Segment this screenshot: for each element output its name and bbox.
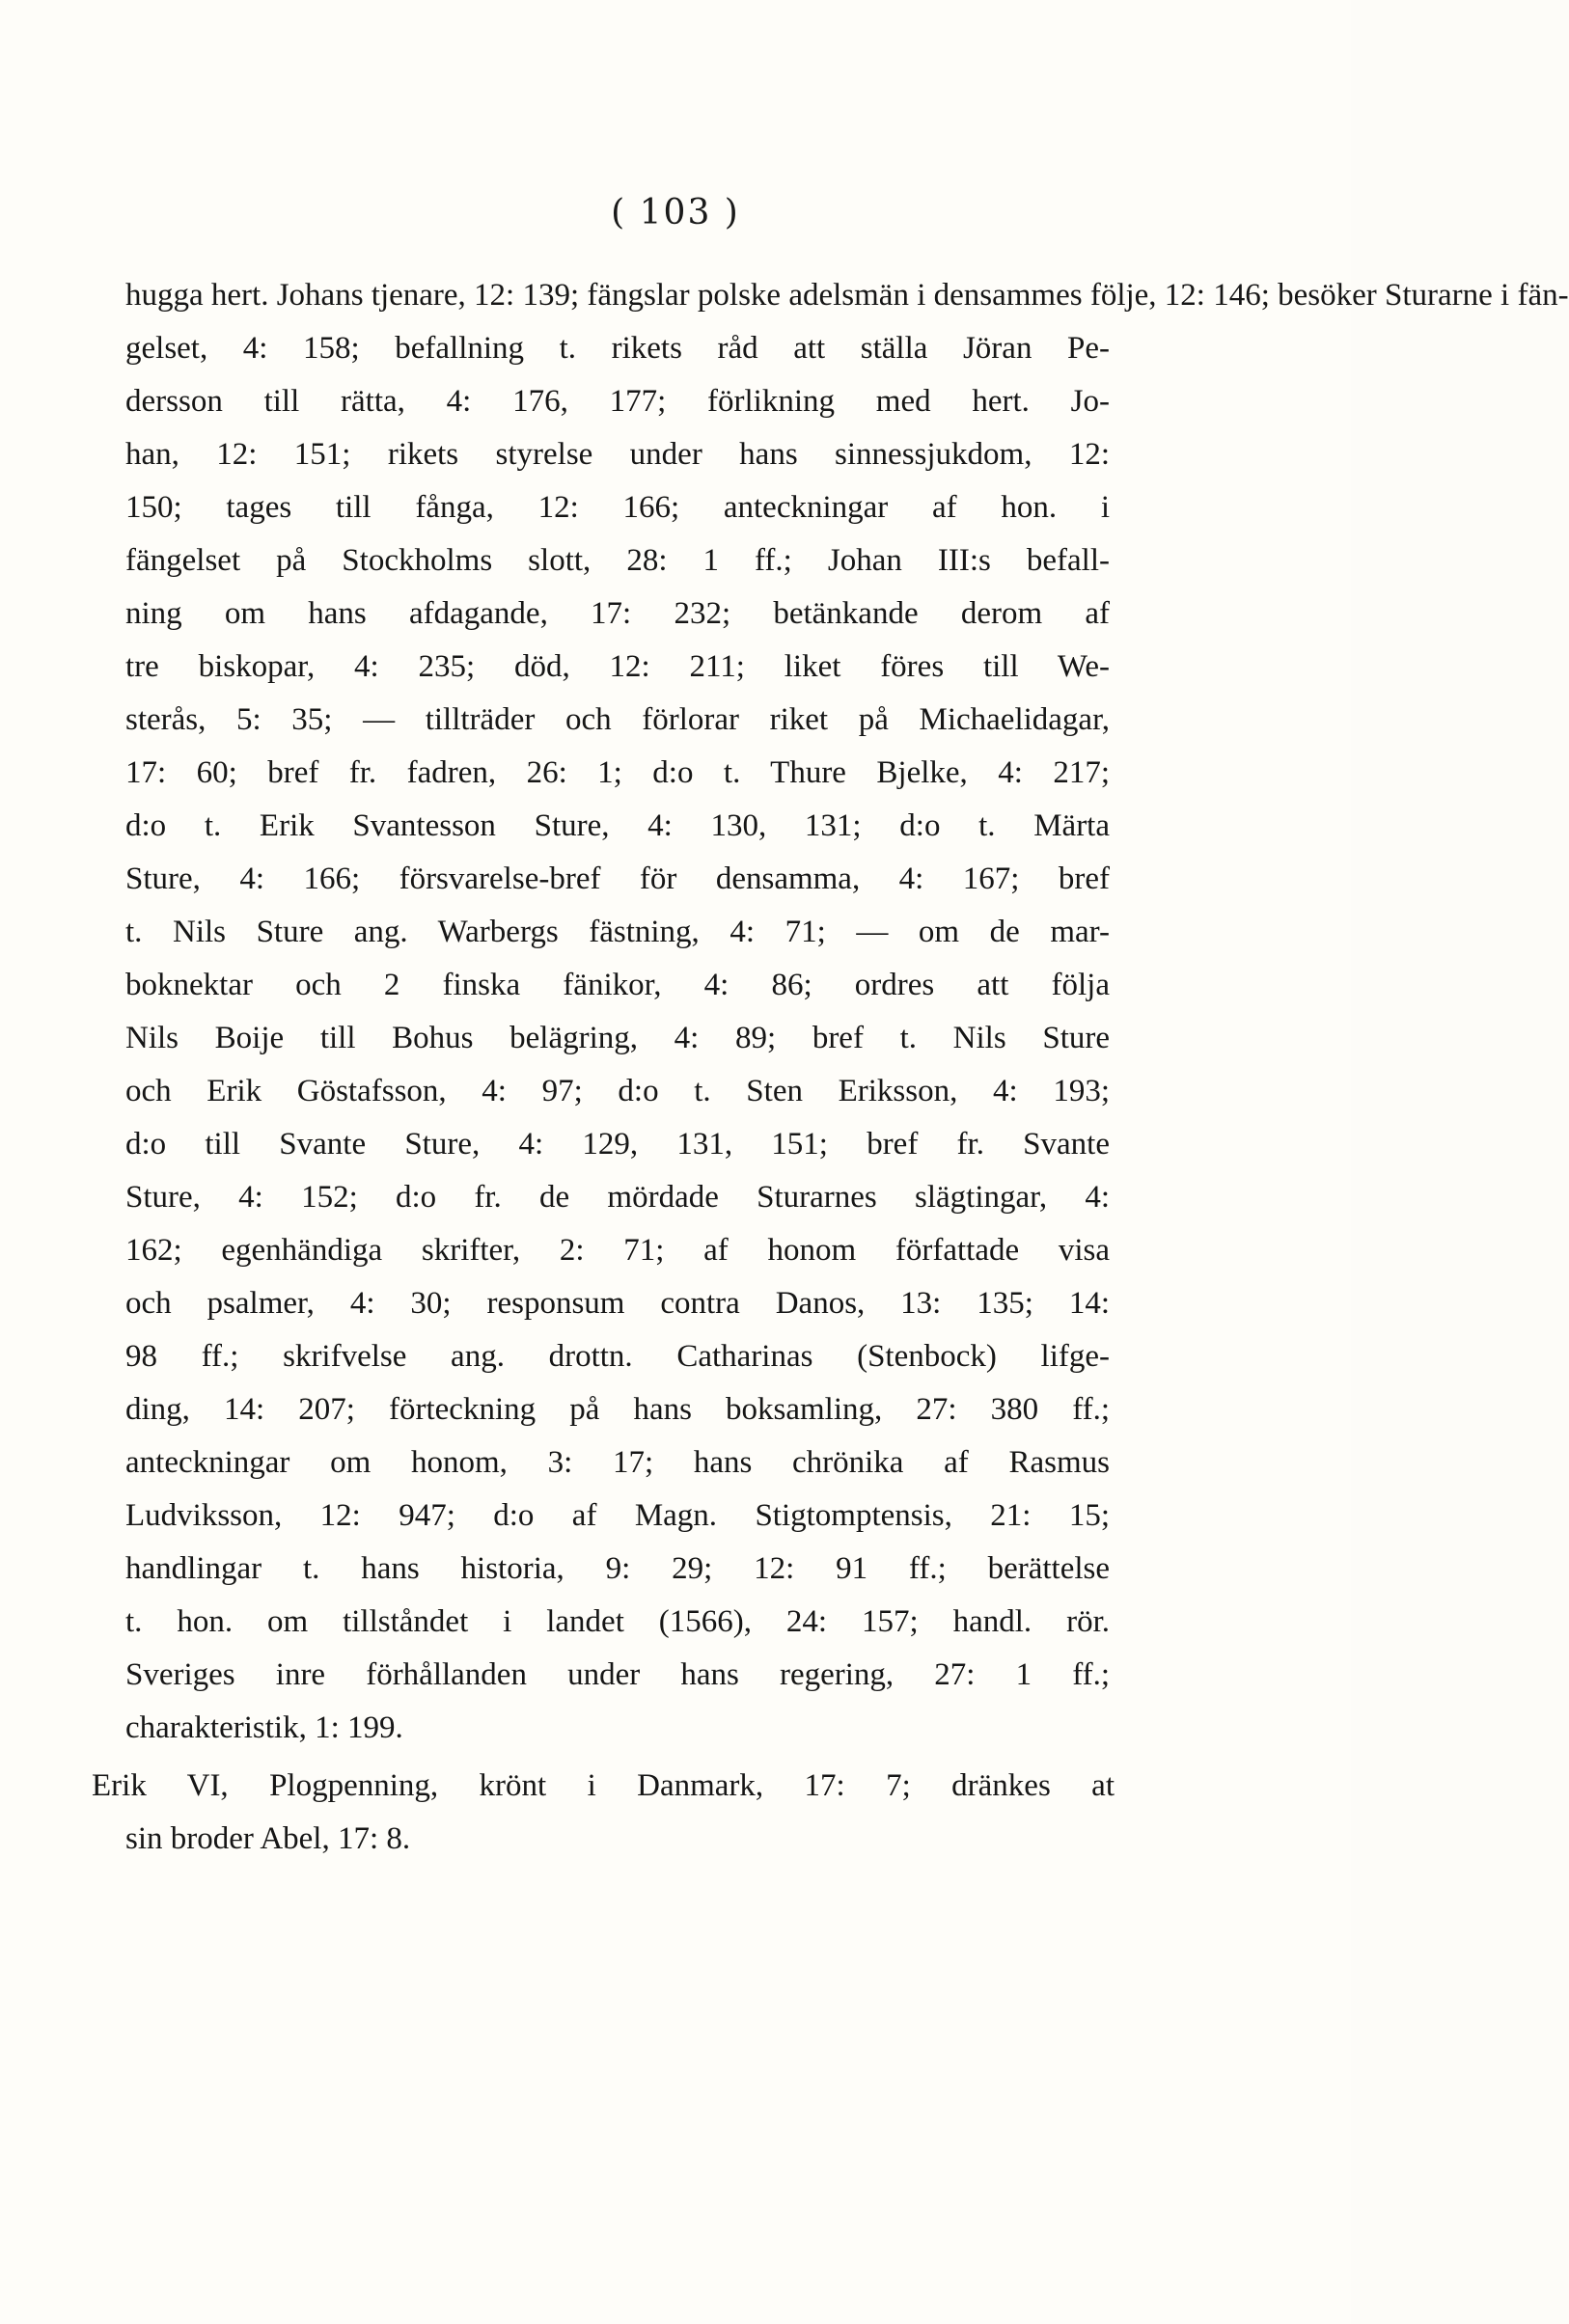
- text-line: han, 12: 151; rikets styrelse under hans sinnessjukdom, 12:: [125, 437, 1110, 472]
- text-line: sin broder Abel, 17: 8.: [125, 1821, 411, 1856]
- text-line: dersson till rätta, 4: 176, 177; förlikning med hert. Jo-: [125, 384, 1110, 419]
- text-line: anteckningar om honom, 3: 17; hans chrönika af Rasmus: [125, 1445, 1110, 1480]
- text-line: tre biskopar, 4: 235; död, 12: 211; liket föres till We-: [125, 649, 1110, 684]
- text-line: d:o till Svante Sture, 4: 129, 131, 151; bref fr. Svante: [125, 1127, 1110, 1162]
- text-line: gelset, 4: 158; befallning t. rikets råd att ställa Jöran Pe-: [125, 331, 1110, 366]
- text-line: handlingar t. hans historia, 9: 29; 12: 91 ff.; berättelse: [125, 1551, 1110, 1586]
- text-line: Nils Boije till Bohus belägring, 4: 89; bref t. Nils Sture: [125, 1021, 1110, 1055]
- text-line: 17: 60; bref fr. fadren, 26: 1; d:o t. Thure Bjelke, 4: 217;: [125, 755, 1110, 790]
- text-line: Sture, 4: 166; försvarelse-bref för densamma, 4: 167; bref: [125, 861, 1110, 896]
- text-line: ding, 14: 207; förteckning på hans boksamling, 27: 380 ff.;: [125, 1392, 1110, 1427]
- text-line: 162; egenhändiga skrifter, 2: 71; af honom författade visa: [125, 1233, 1110, 1268]
- text-line: sterås, 5: 35; — tillträder och förlorar riket på Michaelidagar,: [125, 702, 1110, 737]
- page-number: ( 103 ): [611, 193, 740, 232]
- text-line: hugga hert. Johans tjenare, 12: 139; fängslar polske adelsmän i densammes följe, 12: 146; besöker Sturarne i fän-: [125, 278, 1569, 313]
- text-line: t. Nils Sture ang. Warbergs fästning, 4: 71; — om de mar-: [125, 915, 1110, 949]
- entry-heading-line: Erik VI, Plogpenning, krönt i Danmark, 17: 7; dränkes at: [92, 1768, 1115, 1803]
- text-line: 98 ff.; skrifvelse ang. drottn. Catharinas (Stenbock) lifge-: [125, 1339, 1110, 1374]
- text-line: t. hon. om tillståndet i landet (1566), 24: 157; handl. rör.: [125, 1604, 1110, 1639]
- text-line: och psalmer, 4: 30; responsum contra Danos, 13: 135; 14:: [125, 1286, 1110, 1321]
- text-line: Ludviksson, 12: 947; d:o af Magn. Stigtomptensis, 21: 15;: [125, 1498, 1110, 1533]
- text-line: fängelset på Stockholms slott, 28: 1 ff.; Johan III:s befall-: [125, 543, 1110, 578]
- text-line: boknektar och 2 finska fänikor, 4: 86; ordres att följa: [125, 968, 1110, 1002]
- text-line: 150; tages till fånga, 12: 166; anteckningar af hon. i: [125, 490, 1110, 525]
- text-line: ning om hans afdagande, 17: 232; betänkande derom af: [125, 596, 1110, 631]
- text-line: charakteristik, 1: 199.: [125, 1710, 403, 1745]
- text-line: Sture, 4: 152; d:o fr. de mördade Sturarnes slägtingar, 4:: [125, 1180, 1110, 1215]
- text-line: och Erik Göstafsson, 4: 97; d:o t. Sten Eriksson, 4: 193;: [125, 1074, 1110, 1108]
- text-line: d:o t. Erik Svantesson Sture, 4: 130, 131; d:o t. Märta: [125, 808, 1110, 843]
- text-line: Sveriges inre förhållanden under hans regering, 27: 1 ff.;: [125, 1657, 1110, 1692]
